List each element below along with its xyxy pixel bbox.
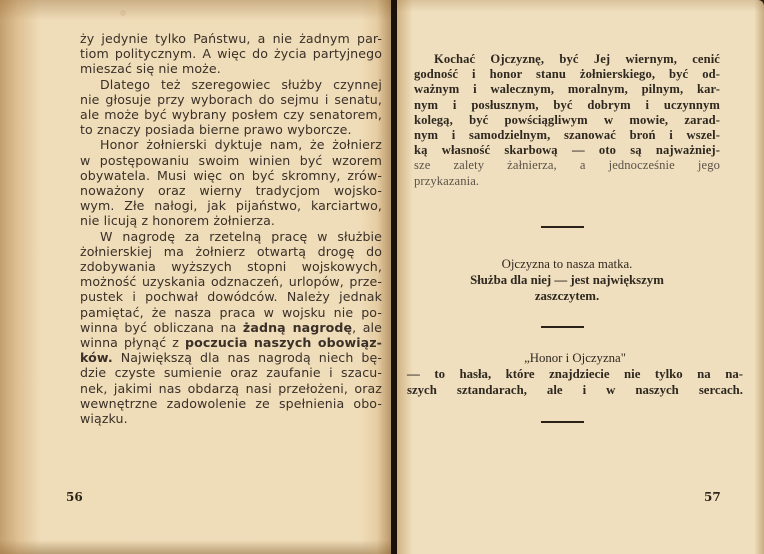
motto-line: Ojczyzna to nasza matka. — [501, 257, 633, 271]
text-line: pustek i pochwał dowódców. Należy jednak — [80, 289, 382, 305]
paper-spot — [120, 10, 126, 16]
text-line: to znaczy posiada bierne prawo wyborcze. — [80, 122, 352, 138]
paragraph-1 — [80, 31, 382, 77]
motto-honor-and-homeland — [407, 350, 743, 398]
page-number-left: 56 — [66, 490, 83, 504]
paragraph-2 — [80, 77, 382, 138]
emphasis: ków. — [80, 350, 113, 366]
text-line-with-bold: winna płynąć z poczucia naszych obowiąz- — [80, 335, 383, 351]
text-line: przykazania. — [414, 173, 480, 188]
text-line: w postępowaniu swoim winien być wzorem — [80, 152, 382, 168]
text-line: nym i posłusznym, być dobrym i uczynnym — [414, 97, 720, 112]
emphasis: żadną nagrodę — [242, 319, 353, 335]
text-line: wym. Złe nałogi, jak pijaństwo, karciartwo, — [80, 198, 382, 214]
section-divider — [541, 421, 584, 423]
left-page-body — [80, 31, 382, 426]
text-line: kolegą, być powściągliwym w mowie, zarad- — [414, 112, 720, 127]
text-line: ważnym i walecznym, moralnym, pilnym, kar- — [414, 82, 720, 97]
text-line-with-bold: winna być obliczana na żadną nagrodę, ale — [80, 319, 382, 335]
page-number-right: 57 — [704, 490, 721, 504]
text-line: żołnierskiej ma żołnierz otwartą drogę do — [80, 243, 382, 259]
motto-line: zaszczytem. — [534, 289, 600, 303]
section-divider — [541, 226, 584, 228]
section-divider — [541, 326, 584, 328]
text-line: ką własność skarbową — oto są najważniej- — [414, 143, 720, 158]
text-line: pamiętać, że nasza praca w wojsku nie po- — [80, 304, 382, 320]
text-line: nie głosuje przy wyborach do sejmu i senatu, — [80, 91, 382, 107]
text-line: noważony oraz wierny tradycjom wojsko- — [80, 183, 382, 199]
motto-line: Służba dla niej — jest największym — [470, 273, 664, 287]
motto-title: „Honor i Ojczyzna" — [524, 351, 626, 365]
emphasis: poczucia naszych obowiąz- — [184, 335, 383, 351]
text-line: mieszać się nie może. — [80, 61, 221, 77]
text-line: wiązku. — [80, 411, 128, 427]
motto-homeland — [404, 256, 730, 304]
commandments-paragraph — [414, 52, 720, 189]
text-line: zdobywania wyższych stopni wojskowych, — [80, 259, 382, 275]
text-line: W nagrodę za rzetelną pracę w służbie — [100, 228, 382, 244]
text-line: obywatela. Musi więc on być skromny, zrów- — [80, 167, 382, 183]
text-line: ale może być wybrany posłem czy senatorem, — [80, 107, 382, 123]
text-line: wewnętrzne zadowolenie ze spełnienia obo- — [80, 395, 382, 411]
motto-line: — to hasła, które znajdziecie nie tylko na na- — [407, 367, 743, 381]
text-line: nym i samodzielnym, szanować broń i wszel- — [414, 128, 720, 143]
right-page-main-paragraph — [414, 52, 720, 189]
text-line-with-bold: ków. Największą dla nas nagrodą niech bę- — [80, 350, 382, 366]
text-line: godność i honor stanu żołnierskiego, być od- — [414, 67, 720, 82]
paragraph-4 — [80, 229, 382, 427]
text-line: nie licują z honorem żołnierza. — [80, 213, 275, 229]
text-line: Kochać Ojczyznę, być Jej wiernym, cenić — [434, 52, 720, 66]
motto-line: szych sztandarach, ale i w naszych sercach. — [407, 383, 743, 397]
text-line: tiom politycznym. A więc do życia partyjnego — [80, 46, 382, 62]
text-line: Honor żołnierski dyktuje nam, że żołnierz — [100, 137, 382, 153]
text-line: możność uzyskania odznaczeń, urlopów, prze- — [80, 274, 382, 290]
text-line: Dlatego też szeregowiec służby czynnej — [100, 76, 382, 92]
text-line: ży jedynie tylko Państwu, a nie żadnym par- — [80, 31, 382, 46]
text-line: dzie czyste sumienie oraz zaufanie i szacu- — [80, 365, 382, 381]
paragraph-3 — [80, 137, 382, 228]
text-line: nek, jakimi nas obdarzą nasi przełożeni, oraz — [80, 380, 382, 396]
text-line: sze zalety żałnierza, a jednocześnie jego — [414, 158, 720, 173]
